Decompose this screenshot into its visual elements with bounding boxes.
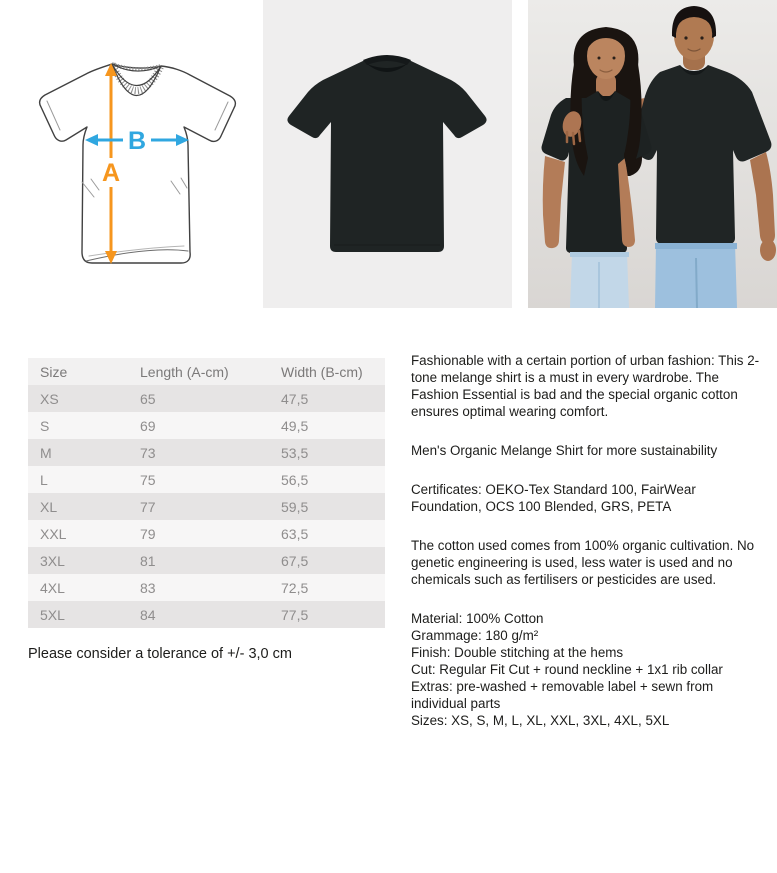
table-cell: 56,5 (281, 471, 309, 488)
column-header: Size (28, 358, 140, 385)
description-paragraph: Men's Organic Melange Shirt for more sustainability (411, 443, 718, 458)
table-row (28, 439, 385, 466)
description-paragraph: Fashionable with a certain portion of urban fashion: This 2-tone melange shirt is a must in every wardrobe. The Fashion Essential is bad and the special organic cotton ensures optimal wearing comfort. (411, 353, 760, 419)
table-cell: 5XL (40, 606, 65, 623)
table-cell: 53,5 (281, 444, 309, 461)
column-header: Length (A-cm) (140, 358, 281, 385)
table-cell: 3XL (40, 552, 65, 569)
table-cell: L (40, 471, 48, 488)
spec-line: Cut: Regular Fit Cut + round neckline + 1x1 rib collar (411, 662, 723, 677)
tshirt-measure-diagram (0, 0, 258, 308)
table-cell: 73 (140, 444, 156, 461)
size-table-head-row (28, 358, 385, 385)
table-cell: 72,5 (281, 579, 309, 596)
product-models-image (528, 0, 777, 308)
table-cell: 59,5 (281, 498, 309, 515)
table-cell: 47,5 (281, 390, 309, 407)
description-paragraph: Certificates: OEKO-Tex Standard 100, FairWear Foundation, OCS 100 Blended, GRS, PETA (411, 482, 696, 514)
table-cell: M (40, 444, 52, 461)
table-row (28, 520, 385, 547)
column-header: Width (B-cm) (281, 358, 385, 385)
table-cell: 77 (140, 498, 156, 515)
table-cell: XL (40, 498, 58, 515)
tolerance-note: Please consider a tolerance of +/- 3,0 cm (28, 646, 292, 662)
table-cell: 67,5 (281, 552, 309, 569)
table-cell: 84 (140, 606, 156, 623)
table-cell: 79 (140, 525, 156, 542)
models-photo (528, 0, 777, 308)
size-table (28, 358, 385, 628)
table-cell: XXL (40, 525, 67, 542)
table-cell: S (40, 417, 50, 434)
table-row (28, 574, 385, 601)
table-cell: 65 (140, 390, 156, 407)
spec-line: Extras: pre-washed + removable label + sewn from individual parts (411, 679, 714, 711)
label-b: B (127, 127, 147, 155)
spec-line: Material: 100% Cotton (411, 611, 544, 626)
spec-line: Grammage: 180 g/m² (411, 628, 539, 643)
table-row (28, 493, 385, 520)
black-tshirt-flat (263, 0, 512, 308)
spec-line: Sizes: XS, S, M, L, XL, XXL, 3XL, 4XL, 5XL (411, 713, 670, 728)
table-cell: 81 (140, 552, 156, 569)
product-flat-image (263, 0, 512, 308)
label-a: A (101, 159, 121, 187)
product-description (411, 352, 767, 729)
description-paragraph: The cotton used comes from 100% organic cultivation. No genetic engineering is used, less water is used and no chemicals such as fertilisers or pesticides are used. (411, 538, 755, 587)
table-cell: 77,5 (281, 606, 309, 623)
table-cell: 63,5 (281, 525, 309, 542)
table-cell: 4XL (40, 579, 65, 596)
table-cell: 83 (140, 579, 156, 596)
table-row (28, 385, 385, 412)
table-cell: XS (40, 390, 59, 407)
table-cell: 69 (140, 417, 156, 434)
table-row (28, 547, 385, 574)
table-row (28, 466, 385, 493)
spec-line: Finish: Double stitching at the hems (411, 645, 624, 660)
size-table-block (28, 358, 385, 628)
table-row (28, 412, 385, 439)
size-diagram-image (0, 0, 258, 308)
table-cell: 75 (140, 471, 156, 488)
size-table-body (28, 385, 385, 628)
table-row (28, 601, 385, 628)
table-cell: 49,5 (281, 417, 309, 434)
spec-list (411, 610, 767, 729)
